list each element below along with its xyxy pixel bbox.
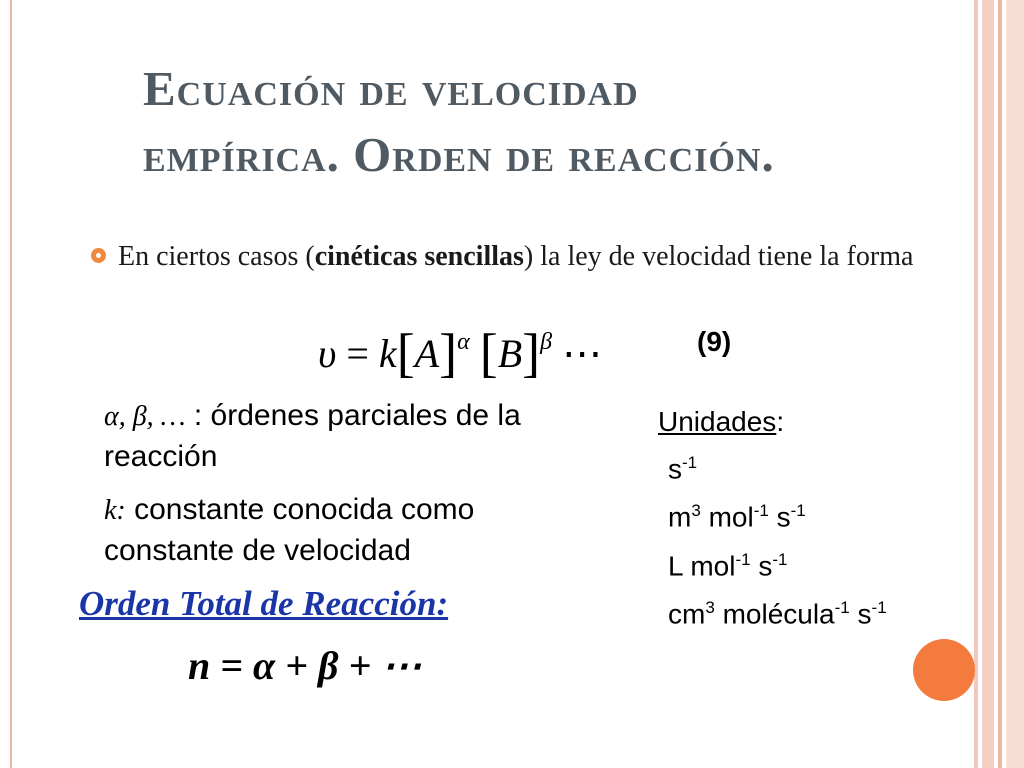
unit-exp: -1 <box>834 597 850 617</box>
decorative-orange-circle <box>913 639 975 701</box>
left-decorative-border <box>10 0 12 768</box>
unit-exp: 3 <box>705 597 715 617</box>
unit-row <box>658 490 978 538</box>
unit-part: L mol <box>668 549 736 581</box>
bullet-text-before: En ciertos casos ( <box>118 241 315 272</box>
unit-exp: -1 <box>871 597 887 617</box>
k-text: constante conocida como constante de velocidad <box>104 493 475 567</box>
unit-row <box>658 587 978 635</box>
k-symbol: k: <box>104 495 126 526</box>
eq-bracket: ] <box>522 323 541 383</box>
eq-A: A <box>414 331 440 376</box>
eq-k: k <box>378 331 397 376</box>
unit-part: s <box>849 598 872 630</box>
total-order-heading <box>79 584 448 624</box>
eq-lhs: υ <box>318 331 337 376</box>
units-block <box>658 402 978 635</box>
bullet-circle-icon <box>91 248 106 263</box>
unit-exp: -1 <box>790 501 806 521</box>
unit-part: s <box>768 501 791 533</box>
bullet-paragraph <box>118 236 992 278</box>
orders-text: : órdenes parciales de la reacción <box>104 399 521 473</box>
partial-orders-definition <box>104 396 574 477</box>
units-colon: : <box>776 406 785 437</box>
slide-title <box>143 56 943 188</box>
eq-bracket: ] <box>439 323 458 383</box>
title-line-1: Ecuación de velocidad <box>143 61 639 116</box>
total-order-label: Orden Total de Reacción <box>79 584 437 623</box>
unit-row <box>658 442 978 490</box>
unit-part: s <box>750 549 773 581</box>
unit-row <box>658 539 978 587</box>
total-order-colon: : <box>436 584 449 623</box>
right-decorative-stripes <box>974 0 1024 768</box>
eq-equals: = <box>336 331 379 376</box>
unit-part: m <box>668 501 692 533</box>
unit-part: cm <box>668 598 706 630</box>
unit-exp: -1 <box>772 549 788 569</box>
eq-bracket: [ <box>396 323 415 383</box>
unit-exp: -1 <box>735 549 751 569</box>
title-line-2: empírica. Orden de reacción. <box>143 127 775 182</box>
unit-exp: -1 <box>682 453 698 472</box>
rate-law-equation <box>318 322 602 384</box>
units-heading-line <box>658 402 978 442</box>
total-order-equation: n = α + β + ⋯ <box>188 643 422 688</box>
unit-exp: -1 <box>753 501 769 521</box>
bullet-text-after: ) la ley de velocidad tiene la forma <box>523 241 914 272</box>
unit-part: mol <box>700 501 754 533</box>
greek-symbols: α, β, … <box>104 401 186 432</box>
eq-bracket: [ <box>479 323 498 383</box>
unit-exp: 3 <box>691 501 701 521</box>
equation-number: (9) <box>697 326 732 357</box>
rate-constant-definition <box>104 490 574 571</box>
eq-B: B <box>497 331 523 376</box>
eq-beta: β <box>540 329 553 355</box>
eq-alpha: α <box>457 329 470 355</box>
bullet-bold-term: cinéticas sencillas <box>314 241 524 272</box>
eq-dots: ⋯ <box>552 331 603 376</box>
unit-part: s <box>668 453 682 485</box>
units-heading: Unidades <box>658 406 777 437</box>
unit-part: molécula <box>714 598 835 630</box>
